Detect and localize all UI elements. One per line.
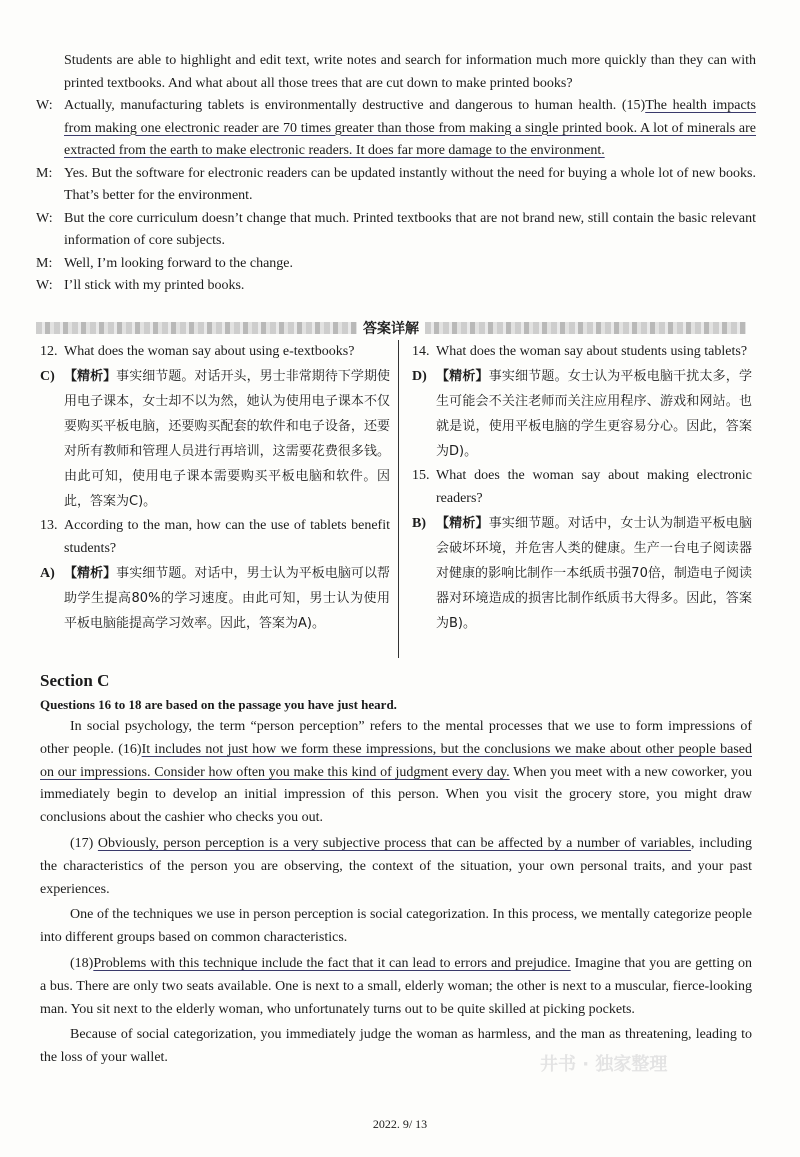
- passage-paragraph: [40, 716, 752, 830]
- dialogue-turn: [36, 208, 756, 253]
- passage-text: (17): [70, 835, 98, 851]
- dialogue-turn: [36, 253, 756, 276]
- passage: [40, 716, 752, 1070]
- answer-13: [40, 561, 390, 636]
- question-15: [412, 464, 752, 511]
- question-12: [40, 340, 390, 364]
- answer-letter: D): [412, 368, 427, 384]
- question-14: [412, 340, 752, 364]
- question-text: What does the woman say about making electronic readers?: [436, 467, 752, 506]
- banner-label: 答案详解: [357, 318, 425, 338]
- dialogue-turn: [36, 163, 756, 208]
- analysis-tag: 【精析】: [436, 515, 489, 531]
- banner-bar-right: [425, 322, 746, 334]
- question-number: 14.: [412, 344, 430, 359]
- dialogue-text: Well, I’m looking forward to the change.: [64, 255, 294, 271]
- watermark-text: 井书 · 独家整理: [540, 1054, 668, 1075]
- answer-letter: B): [412, 515, 426, 531]
- answer-column-right: [412, 340, 752, 636]
- dialogue-line: Students are able to highlight and edit text, write notes and search for information much more quickly than: [64, 53, 675, 68]
- dialogue-turn: [36, 275, 756, 298]
- passage-paragraph: [40, 953, 752, 1021]
- answer-column-left: [40, 340, 390, 636]
- speaker-label: W:: [36, 98, 53, 113]
- banner-bar-left: [36, 322, 357, 334]
- answer-12: [40, 364, 390, 514]
- question-text: What does the woman say about students using tablets?: [436, 344, 748, 359]
- passage-text: Imagine that you are getting on a bus. There are only two seats available. One is next to a small, elderly woman; the other is next to a muscular, fierce-looking man. You sit next to the elderly woman, who unfortunately turns out to be quite skilled at picking pockets.: [40, 955, 752, 1017]
- question-text: According to the man, how can the use of tablets benefit students?: [64, 517, 390, 556]
- speaker-label: M:: [36, 255, 53, 271]
- underlined-answer-text: It includes not just how we form these impressions, but the conclusions we make about other people based on our impressions. Consider how often you make this kind of judgment every day.: [40, 741, 752, 780]
- answer-letter: A): [40, 565, 55, 581]
- analysis-tag: 【精析】: [64, 368, 117, 384]
- dialogue-text: Actually, manufacturing tablets is environmentally destructive and dangerous to human health. (15): [64, 98, 646, 113]
- analysis-text: 事实细节题。对话开头，男士非常期待下学期使用电子课本，女士却不以为然，她认为使用电子课本不仅要购买平板电脑，还要购买配套的软件和电子设备，还要对所有教师和管理人员进行再培训，这需要花费很多钱。由此可知，使用电子课本需要购买平板电脑和软件。因此，答案为C)。: [64, 368, 390, 509]
- question-number: 15.: [412, 467, 430, 483]
- dialogue-text: Yes. But the software for electronic readers can be updated instantly without the need for buying a whole lot of new books. That’s better for the environment.: [64, 165, 756, 203]
- dialogue-line: they can with printed textbooks. And what about all those trees that are cut down to make printed books?: [64, 53, 757, 91]
- analysis-text: 事实细节题。女士认为平板电脑干扰太多，学生可能会不关注老师而关注应用程序、游戏和网站。也就是说，使用平板电脑的学生更容易分心。因此，答案为D)。: [436, 368, 752, 459]
- dialogue-block: [36, 50, 756, 298]
- question-number: 13.: [40, 517, 58, 533]
- analysis-text: 事实细节题。对话中，女士认为制造平板电脑会破坏环境，并危害人类的健康。生产一台电子阅读器对健康的影响比制作一本纸质书强70倍，制造电子阅读器对环境造成的损害比制作纸质书大得多。因此，答案为B)。: [436, 515, 752, 631]
- speaker-label: M:: [36, 165, 53, 181]
- underlined-answer-text: Obviously, person perception is a very subjective process that can be affected by a number of variables: [97, 835, 692, 851]
- analysis-text: 事实细节题。对话中，男士认为平板电脑可以帮助学生提高80%的学习速度。由此可知，男士认为使用平板电脑能提高学习效率。因此，答案为A)。: [64, 565, 390, 631]
- dialogue-text: I’ll stick with my printed books.: [64, 278, 245, 293]
- speaker-label: W:: [36, 210, 53, 226]
- passage-text: (18): [70, 955, 94, 971]
- underlined-answer-text: Problems with this technique include the fact that it can lead to errors and prejudice.: [93, 955, 571, 971]
- page-footer: 2022. 9/ 13: [372, 1117, 428, 1131]
- question-13: [40, 514, 390, 561]
- question-number: 12.: [40, 344, 58, 359]
- answer-14: [412, 364, 752, 464]
- passage-paragraph: Because of social categorization, you immediately judge the woman as harmless, and the man as threatening, leading to the loss of your wallet.: [40, 1027, 752, 1066]
- passage-paragraph: [40, 833, 752, 901]
- answer-letter: C): [40, 368, 55, 384]
- underlined-answer-text: The health impacts from making one electronic reader are 70 times greater than those from making a single printed book. A lot of minerals are extracted from the earth to make electronic readers. It does far more damage to the environment.: [64, 98, 756, 158]
- analysis-tag: 【精析】: [64, 565, 117, 581]
- section-heading: Section C: [40, 671, 110, 690]
- answer-15: [412, 511, 752, 636]
- answer-banner: [36, 318, 746, 338]
- passage-paragraph: One of the techniques we use in person perception is social categorization. In this process, we mentally categorize people into different groups based on common characteristics.: [40, 907, 752, 946]
- speaker-label: W:: [36, 278, 53, 293]
- passage-text: When you meet with a new coworker, you immediately begin to develop an initial impression of this person. When you visit the grocery store, you might draw conclusions about the cashier who checks you out.: [40, 764, 752, 826]
- dialogue-turn: [36, 95, 756, 163]
- dialogue-continuation: [36, 50, 756, 95]
- passage-text: , including the characteristics of the person you are observing, the context of the situation, your own personal traits, and your past experiences.: [40, 835, 752, 897]
- analysis-tag: 【精析】: [436, 368, 489, 384]
- passage-text: In social psychology, the term “person perception” refers to the mental processes that we use to form impressions of other people. (16): [40, 719, 752, 757]
- dialogue-text: But the core curriculum doesn’t change that much. Printed textbooks that are not brand new, still contain the basic relevant information of core subjects.: [64, 210, 756, 248]
- column-divider: [398, 340, 399, 658]
- question-text: What does the woman say about using e-textbooks?: [64, 344, 355, 359]
- section-instructions: Questions 16 to 18 are based on the passage you have just heard.: [40, 697, 397, 712]
